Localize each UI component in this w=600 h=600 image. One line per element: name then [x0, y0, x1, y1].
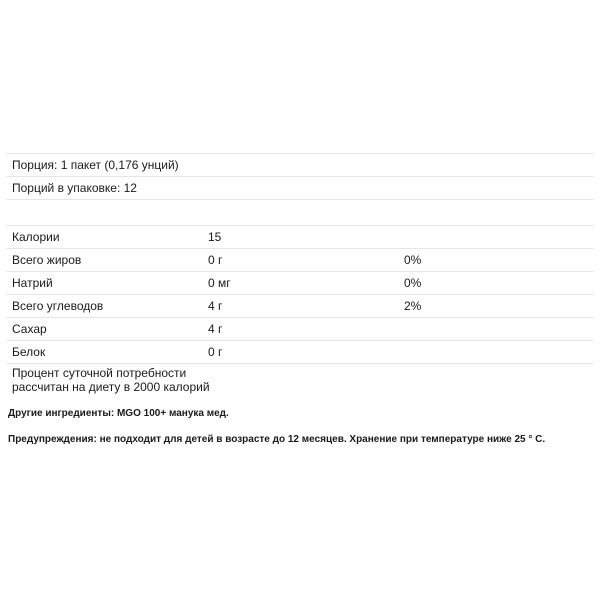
nutrient-daily-value: 2% — [398, 295, 594, 318]
nutrient-daily-value: 0% — [398, 249, 594, 272]
nutrient-name: Белок — [6, 341, 202, 364]
nutrient-daily-value — [398, 226, 594, 249]
nutrient-row — [6, 272, 594, 295]
nutrient-row — [6, 318, 594, 341]
servings-per-container: Порций в упаковке: 12 — [6, 177, 594, 200]
nutrient-amount: 15 — [202, 226, 398, 249]
daily-value-footnote-row — [6, 364, 594, 401]
nutrient-daily-value — [398, 318, 594, 341]
nutrient-row — [6, 341, 594, 364]
serving-info-table — [6, 153, 594, 200]
nutrient-row — [6, 249, 594, 272]
nutrient-row — [6, 295, 594, 318]
nutrient-daily-value — [398, 341, 594, 364]
nutrient-amount: 4 г — [202, 295, 398, 318]
nutrient-name: Всего жиров — [6, 249, 202, 272]
servings-per-container-row — [6, 177, 594, 200]
nutrient-name: Сахар — [6, 318, 202, 341]
nutrient-name: Натрий — [6, 272, 202, 295]
nutrient-name: Калории — [6, 226, 202, 249]
serving-size: Порция: 1 пакет (0,176 унций) — [6, 154, 594, 177]
nutrient-name: Всего углеводов — [6, 295, 202, 318]
serving-size-row — [6, 154, 594, 177]
supplement-facts — [6, 153, 594, 446]
warnings: Предупреждения: не подходит для детей в возрасте до 12 месяцев. Хранение при температуре ниже 25 ° C. — [8, 434, 546, 445]
section-spacer — [6, 200, 594, 225]
daily-value-footnote: Процент суточной потребности рассчитан на диету в 2000 калорий — [12, 366, 210, 394]
nutrient-amount: 0 мг — [202, 272, 398, 295]
nutrient-amount: 0 г — [202, 341, 398, 364]
other-ingredients: Другие ингредиенты: MGO 100+ манука мед. — [8, 408, 229, 419]
nutrient-row — [6, 226, 594, 249]
nutrient-amount: 0 г — [202, 249, 398, 272]
nutrition-table — [6, 225, 594, 400]
nutrient-amount: 4 г — [202, 318, 398, 341]
nutrient-daily-value: 0% — [398, 272, 594, 295]
